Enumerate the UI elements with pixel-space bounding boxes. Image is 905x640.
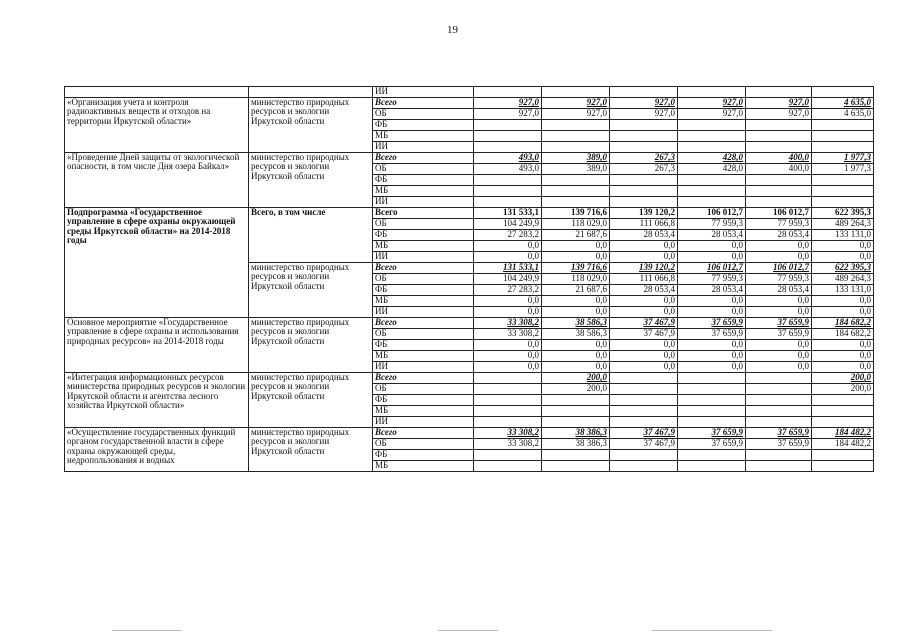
- amount-cell: 0,0: [746, 252, 812, 263]
- funding-source: ИИ: [373, 362, 474, 373]
- amount-cell: 104 249,9: [474, 219, 542, 230]
- amount-cell: 0,0: [678, 307, 746, 318]
- amount-cell: [812, 186, 874, 197]
- amount-cell: [610, 450, 678, 461]
- amount-cell: 622 395,3: [812, 208, 874, 219]
- measure-name: Подпрограмма «Государственное управление в сфере охраны окружающей среды Иркутской области» на 2014-2018 годы: [65, 208, 249, 318]
- amount-cell: 184 482,2: [812, 439, 874, 450]
- amount-cell: [542, 395, 610, 406]
- amount-cell: 118 029,0: [542, 274, 610, 285]
- amount-cell: 0,0: [678, 340, 746, 351]
- amount-cell: 0,0: [542, 307, 610, 318]
- amount-cell: [474, 406, 542, 417]
- amount-cell: 0,0: [678, 362, 746, 373]
- funding-source: ОБ: [373, 109, 474, 120]
- amount-cell: [746, 131, 812, 142]
- amount-cell: [542, 87, 610, 98]
- amount-cell: 0,0: [474, 362, 542, 373]
- amount-cell: [812, 142, 874, 153]
- table-row: [65, 153, 874, 164]
- amount-cell: 927,0: [610, 98, 678, 109]
- amount-cell: 111 066,8: [610, 219, 678, 230]
- amount-cell: 0,0: [746, 362, 812, 373]
- amount-cell: 927,0: [746, 98, 812, 109]
- amount-cell: 28 053,4: [678, 230, 746, 241]
- amount-cell: 139 120,2: [610, 263, 678, 274]
- amount-cell: 0,0: [678, 296, 746, 307]
- amount-cell: [610, 395, 678, 406]
- amount-cell: 0,0: [746, 296, 812, 307]
- amount-cell: 0,0: [812, 351, 874, 362]
- amount-cell: [678, 197, 746, 208]
- amount-cell: [610, 384, 678, 395]
- amount-cell: [746, 406, 812, 417]
- amount-cell: [746, 87, 812, 98]
- funding-source: МБ: [373, 351, 474, 362]
- amount-cell: 184 482,2: [812, 428, 874, 439]
- amount-cell: 77 959,3: [678, 274, 746, 285]
- amount-cell: 37 659,9: [678, 318, 746, 329]
- amount-cell: [678, 175, 746, 186]
- amount-cell: 133 131,0: [812, 285, 874, 296]
- amount-cell: 4 635,0: [812, 109, 874, 120]
- amount-cell: [474, 417, 542, 428]
- amount-cell: 927,0: [474, 109, 542, 120]
- amount-cell: 28 053,4: [678, 285, 746, 296]
- amount-cell: 0,0: [610, 252, 678, 263]
- funding-source: ФБ: [373, 285, 474, 296]
- amount-cell: 428,0: [678, 164, 746, 175]
- amount-cell: 37 659,9: [678, 329, 746, 340]
- amount-cell: 21 687,6: [542, 285, 610, 296]
- amount-cell: 37 467,9: [610, 439, 678, 450]
- amount-cell: [678, 120, 746, 131]
- funding-source: ФБ: [373, 175, 474, 186]
- amount-cell: 489 264,3: [812, 219, 874, 230]
- amount-cell: 131 533,1: [474, 208, 542, 219]
- amount-cell: 0,0: [746, 307, 812, 318]
- measure-name: [65, 87, 249, 98]
- amount-cell: [610, 461, 678, 472]
- amount-cell: 184 682,2: [812, 318, 874, 329]
- amount-cell: [474, 87, 542, 98]
- funding-source: Всего: [373, 153, 474, 164]
- amount-cell: 38 386,3: [542, 428, 610, 439]
- funding-source: ФБ: [373, 230, 474, 241]
- amount-cell: [542, 450, 610, 461]
- amount-cell: [678, 186, 746, 197]
- amount-cell: 200,0: [542, 384, 610, 395]
- amount-cell: 622 395,3: [812, 263, 874, 274]
- amount-cell: [610, 87, 678, 98]
- amount-cell: 106 012,7: [746, 208, 812, 219]
- amount-cell: 33 308,2: [474, 428, 542, 439]
- amount-cell: 104 249,9: [474, 274, 542, 285]
- amount-cell: 184 682,2: [812, 329, 874, 340]
- executor: министерство природных ресурсов и экологии Иркутской области: [249, 318, 373, 373]
- amount-cell: 37 659,9: [746, 428, 812, 439]
- executor: министерство природных ресурсов и экологии Иркутской области: [249, 98, 373, 153]
- amount-cell: 0,0: [610, 241, 678, 252]
- funding-source: ИИ: [373, 142, 474, 153]
- amount-cell: 77 959,3: [746, 219, 812, 230]
- amount-cell: [812, 197, 874, 208]
- amount-cell: 0,0: [812, 340, 874, 351]
- scan-artifact: [112, 630, 182, 631]
- budget-table: [64, 86, 874, 472]
- amount-cell: 38 586,3: [542, 329, 610, 340]
- amount-cell: [746, 395, 812, 406]
- funding-source: МБ: [373, 186, 474, 197]
- table-row: [65, 208, 874, 219]
- funding-source: Всего: [373, 373, 474, 384]
- amount-cell: 0,0: [812, 362, 874, 373]
- funding-source: МБ: [373, 296, 474, 307]
- amount-cell: 38 586,3: [542, 318, 610, 329]
- table-row: [65, 428, 874, 439]
- funding-source: МБ: [373, 131, 474, 142]
- amount-cell: 37 659,9: [746, 318, 812, 329]
- amount-cell: [474, 197, 542, 208]
- amount-cell: 927,0: [542, 98, 610, 109]
- amount-cell: [746, 175, 812, 186]
- amount-cell: [812, 395, 874, 406]
- amount-cell: [474, 186, 542, 197]
- amount-cell: 28 053,4: [610, 285, 678, 296]
- amount-cell: [542, 142, 610, 153]
- amount-cell: 0,0: [678, 351, 746, 362]
- executor: министерство природных ресурсов и экологии Иркутской области: [249, 263, 373, 318]
- amount-cell: [474, 384, 542, 395]
- amount-cell: 0,0: [678, 252, 746, 263]
- funding-source: ИИ: [373, 307, 474, 318]
- funding-source: МБ: [373, 406, 474, 417]
- amount-cell: [678, 450, 746, 461]
- amount-cell: 37 659,9: [746, 329, 812, 340]
- amount-cell: 37 659,9: [678, 428, 746, 439]
- amount-cell: [746, 417, 812, 428]
- amount-cell: [474, 450, 542, 461]
- scan-artifact: [438, 630, 498, 631]
- amount-cell: 0,0: [542, 351, 610, 362]
- amount-cell: [542, 406, 610, 417]
- amount-cell: 77 959,3: [746, 274, 812, 285]
- amount-cell: 28 053,4: [746, 285, 812, 296]
- amount-cell: [812, 406, 874, 417]
- amount-cell: [678, 461, 746, 472]
- amount-cell: 28 053,4: [746, 230, 812, 241]
- amount-cell: [542, 186, 610, 197]
- table-row: [65, 318, 874, 329]
- amount-cell: [812, 120, 874, 131]
- funding-source: Всего: [373, 208, 474, 219]
- amount-cell: 27 283,2: [474, 230, 542, 241]
- amount-cell: 0,0: [474, 351, 542, 362]
- funding-source: МБ: [373, 461, 474, 472]
- amount-cell: [474, 461, 542, 472]
- amount-cell: [678, 373, 746, 384]
- amount-cell: 493,0: [474, 164, 542, 175]
- amount-cell: 0,0: [610, 351, 678, 362]
- amount-cell: [812, 175, 874, 186]
- amount-cell: 139 716,6: [542, 263, 610, 274]
- funding-source: Всего: [373, 428, 474, 439]
- executor: Всего, в том числе: [249, 208, 373, 263]
- amount-cell: [542, 131, 610, 142]
- amount-cell: 118 029,0: [542, 219, 610, 230]
- measure-name: «Осуществление государственных функций органом государственной власти в сфере охраны окружающей среды, недропользования и водных: [65, 428, 249, 472]
- amount-cell: [610, 120, 678, 131]
- amount-cell: [746, 120, 812, 131]
- amount-cell: [610, 142, 678, 153]
- amount-cell: 389,0: [542, 153, 610, 164]
- amount-cell: [678, 406, 746, 417]
- amount-cell: 1 977,3: [812, 164, 874, 175]
- amount-cell: 0,0: [474, 241, 542, 252]
- amount-cell: [678, 384, 746, 395]
- amount-cell: [610, 175, 678, 186]
- amount-cell: [610, 131, 678, 142]
- amount-cell: [542, 175, 610, 186]
- amount-cell: 0,0: [678, 241, 746, 252]
- table-row: [65, 373, 874, 384]
- funding-source: ИИ: [373, 252, 474, 263]
- executor: министерство природных ресурсов и экологии Иркутской области: [249, 373, 373, 428]
- amount-cell: 0,0: [474, 296, 542, 307]
- amount-cell: 0,0: [610, 340, 678, 351]
- amount-cell: 111 066,8: [610, 274, 678, 285]
- funding-source: ОБ: [373, 274, 474, 285]
- executor: министерство природных ресурсов и экологии Иркутской области: [249, 428, 373, 472]
- amount-cell: 400,0: [746, 153, 812, 164]
- funding-source: МБ: [373, 241, 474, 252]
- amount-cell: 106 012,7: [678, 263, 746, 274]
- amount-cell: 267,3: [610, 164, 678, 175]
- amount-cell: [746, 186, 812, 197]
- amount-cell: 200,0: [812, 384, 874, 395]
- amount-cell: 428,0: [678, 153, 746, 164]
- funding-source: ИИ: [373, 417, 474, 428]
- amount-cell: 0,0: [610, 296, 678, 307]
- funding-source: ФБ: [373, 120, 474, 131]
- amount-cell: 33 308,2: [474, 439, 542, 450]
- amount-cell: 400,0: [746, 164, 812, 175]
- amount-cell: 0,0: [542, 362, 610, 373]
- amount-cell: 0,0: [542, 340, 610, 351]
- amount-cell: [474, 142, 542, 153]
- amount-cell: 927,0: [678, 109, 746, 120]
- amount-cell: [610, 197, 678, 208]
- amount-cell: 37 467,9: [610, 428, 678, 439]
- amount-cell: 1 977,3: [812, 153, 874, 164]
- amount-cell: 33 308,2: [474, 318, 542, 329]
- amount-cell: 267,3: [610, 153, 678, 164]
- amount-cell: 4 635,0: [812, 98, 874, 109]
- amount-cell: 28 053,4: [610, 230, 678, 241]
- amount-cell: [474, 175, 542, 186]
- measure-name: Основное мероприятие «Государственное управление в сфере охраны и использования природных ресурсов» на 2014-2018 годы: [65, 318, 249, 373]
- amount-cell: 0,0: [542, 296, 610, 307]
- amount-cell: [812, 87, 874, 98]
- amount-cell: 927,0: [678, 98, 746, 109]
- funding-source: ФБ: [373, 450, 474, 461]
- amount-cell: [474, 395, 542, 406]
- amount-cell: 493,0: [474, 153, 542, 164]
- funding-source: ИИ: [373, 87, 474, 98]
- funding-source: ФБ: [373, 395, 474, 406]
- amount-cell: [812, 131, 874, 142]
- funding-source: Всего: [373, 98, 474, 109]
- funding-source: ОБ: [373, 329, 474, 340]
- measure-name: «Организация учета и контроля радиоактивных веществ и отходов на территории Иркутской области»: [65, 98, 249, 153]
- amount-cell: 0,0: [812, 241, 874, 252]
- executor: [249, 87, 373, 98]
- amount-cell: 37 467,9: [610, 318, 678, 329]
- amount-cell: 139 716,6: [542, 208, 610, 219]
- amount-cell: 0,0: [474, 252, 542, 263]
- table-row: [65, 98, 874, 109]
- amount-cell: 21 687,6: [542, 230, 610, 241]
- amount-cell: [610, 406, 678, 417]
- amount-cell: 0,0: [474, 307, 542, 318]
- amount-cell: 27 283,2: [474, 285, 542, 296]
- amount-cell: 927,0: [542, 109, 610, 120]
- amount-cell: [542, 461, 610, 472]
- funding-source: ФБ: [373, 340, 474, 351]
- amount-cell: 0,0: [610, 307, 678, 318]
- scan-artifact: [652, 630, 772, 631]
- amount-cell: 33 308,2: [474, 329, 542, 340]
- amount-cell: [542, 120, 610, 131]
- amount-cell: [610, 373, 678, 384]
- amount-cell: 0,0: [812, 252, 874, 263]
- amount-cell: 37 467,9: [610, 329, 678, 340]
- amount-cell: 77 959,3: [678, 219, 746, 230]
- amount-cell: [474, 373, 542, 384]
- amount-cell: 927,0: [610, 109, 678, 120]
- amount-cell: [542, 417, 610, 428]
- page-number: 19: [447, 24, 458, 36]
- amount-cell: 106 012,7: [678, 208, 746, 219]
- amount-cell: [746, 461, 812, 472]
- amount-cell: 106 012,7: [746, 263, 812, 274]
- amount-cell: 200,0: [542, 373, 610, 384]
- amount-cell: 37 659,9: [746, 439, 812, 450]
- amount-cell: 0,0: [746, 351, 812, 362]
- funding-source: ОБ: [373, 439, 474, 450]
- amount-cell: 38 386,3: [542, 439, 610, 450]
- amount-cell: [812, 450, 874, 461]
- amount-cell: [812, 417, 874, 428]
- amount-cell: [678, 131, 746, 142]
- amount-cell: [746, 373, 812, 384]
- amount-cell: 0,0: [542, 241, 610, 252]
- funding-source: ОБ: [373, 384, 474, 395]
- amount-cell: 0,0: [746, 340, 812, 351]
- amount-cell: [746, 384, 812, 395]
- funding-source: ОБ: [373, 164, 474, 175]
- amount-cell: 489 264,3: [812, 274, 874, 285]
- amount-cell: 927,0: [474, 98, 542, 109]
- amount-cell: [678, 395, 746, 406]
- amount-cell: 0,0: [746, 241, 812, 252]
- amount-cell: 139 120,2: [610, 208, 678, 219]
- executor: министерство природных ресурсов и экологии Иркутской области: [249, 153, 373, 208]
- amount-cell: 389,0: [542, 164, 610, 175]
- amount-cell: [746, 142, 812, 153]
- amount-cell: [610, 417, 678, 428]
- amount-cell: 0,0: [474, 340, 542, 351]
- amount-cell: 133 131,0: [812, 230, 874, 241]
- amount-cell: [678, 417, 746, 428]
- measure-name: «Проведение Дней защиты от экологической опасности, в том числе Дня озера Байкал»: [65, 153, 249, 208]
- amount-cell: [678, 87, 746, 98]
- amount-cell: 0,0: [812, 307, 874, 318]
- amount-cell: 131 533,1: [474, 263, 542, 274]
- amount-cell: [746, 450, 812, 461]
- amount-cell: [746, 197, 812, 208]
- amount-cell: [542, 197, 610, 208]
- amount-cell: 0,0: [812, 296, 874, 307]
- amount-cell: [610, 186, 678, 197]
- amount-cell: 0,0: [610, 362, 678, 373]
- amount-cell: 0,0: [542, 252, 610, 263]
- amount-cell: [678, 142, 746, 153]
- amount-cell: 927,0: [746, 109, 812, 120]
- funding-source: Всего: [373, 263, 474, 274]
- measure-name: «Интеграция информационных ресурсов министерства природных ресурсов и экологии Иркутской области и агентства лесного хозяйства Иркутской области»: [65, 373, 249, 428]
- amount-cell: [474, 131, 542, 142]
- amount-cell: 200,0: [812, 373, 874, 384]
- amount-cell: 37 659,9: [678, 439, 746, 450]
- funding-source: ИИ: [373, 197, 474, 208]
- funding-source: ОБ: [373, 219, 474, 230]
- amount-cell: [812, 461, 874, 472]
- table-row: [65, 87, 874, 98]
- funding-source: Всего: [373, 318, 474, 329]
- amount-cell: [474, 120, 542, 131]
